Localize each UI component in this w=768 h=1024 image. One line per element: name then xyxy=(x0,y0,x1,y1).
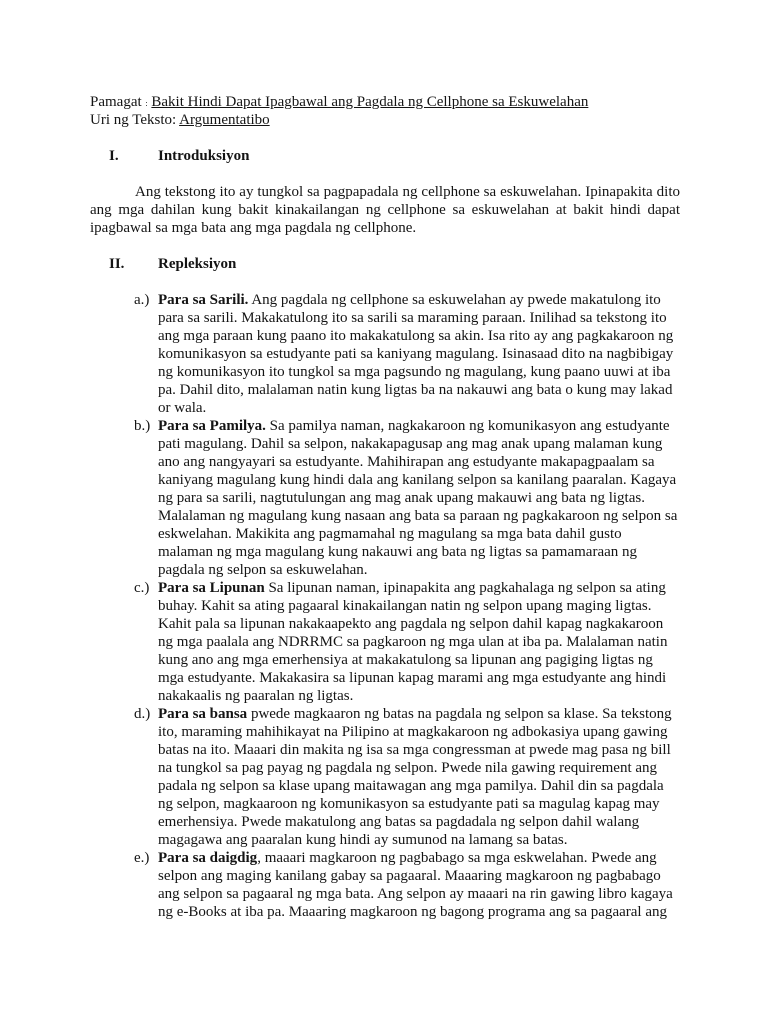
list-marker: d.) xyxy=(134,706,151,722)
list-item-body xyxy=(158,705,680,849)
list-item xyxy=(134,291,680,417)
section-heading: Introduksiyon xyxy=(158,148,250,164)
text-type-label: Uri ng Teksto: xyxy=(90,112,177,128)
section-heading: Repleksiyon xyxy=(158,256,237,272)
list-item-heading: Para sa Lipunan xyxy=(158,580,265,596)
list-item-body xyxy=(158,291,680,417)
list-item-body xyxy=(158,849,680,921)
list-item-text: Sa pamilya naman, nagkakaroon ng komunikasyon ang estudyante pati magulang. Dahil sa selpon, nakakapagusap ang mag anak upang malaman kung ano ang nangyayari sa estudyante. Mahihirapan ang estudyante makapagpaalam sa kaniyang magulang kung hindi dala ang kanilang selpon sa kanilang paaralan. Kagaya ng para sa sarili, nagtutulungan ang mag anak upang makauwi ang bata ng ligtas. Malalaman ng magulang kung nasaan ang bata sa paraan ng pagkakaroon ng selpon sa eskwelahan. Makikita ang pagmamahal ng magulang sa mga bata dahil gusto malaman ng mga magulang kung nakauwi ang bata ng ligtas sa pamamaraan ng pagdala ng selpon sa eskuwelahan. xyxy=(158,418,678,578)
list-item-heading: Para sa daigdig xyxy=(158,850,258,866)
list-item-heading: Para sa Pamilya. xyxy=(158,418,266,434)
list-item-text: , maaari magkaroon ng pagbabago sa mga eskwelahan. Pwede ang selpon ang maging kanilang gabay sa pagaaral. Maaaring magkaroon ng pagbabago ang selpon sa pagaaral ng mga bata. Ang selpon ay maaari na rin gawing libro kagaya ng e-Books at iba pa. Maaaring magkaroon ng bagong programa ang sa pagaaral ang xyxy=(158,850,673,920)
list-marker: c.) xyxy=(134,580,150,596)
list-item xyxy=(134,705,680,849)
list-item xyxy=(134,417,680,579)
list-item-body xyxy=(158,417,680,579)
repleksiyon-list xyxy=(134,291,680,921)
list-marker: e.) xyxy=(134,850,150,866)
list-item xyxy=(134,849,680,921)
section-introduksiyon-heading xyxy=(90,147,680,165)
section-number: II. xyxy=(109,256,125,272)
list-item-text: pwede magkaaron ng batas na pagdala ng selpon sa klase. Sa tekstong ito, maraming mahihikayat na Pilipino at magkakaroon ng adbokasiya upang gawing batas na ito. Maaari din makita ng isa sa mga congressman at pwede mag pasa ng bill na tungkol sa pag payag ng pagdala ng selpon. Pwede nila gawing requirement ang padala ng selpon sa klase upang maitawagan ang mga pamilya. Dahil din sa pagdala ng selpon, magkaaroon ng komunikasyon sa estudyante pati sa magulag kapag may emerhensiya. Pwede makatulong ang batas sa pagdadala ng selpon dahil walang magagawa ang paaralan kung hindi ay sumunod na lamang sa batas. xyxy=(158,706,672,848)
section-number: I. xyxy=(109,148,119,164)
title-row xyxy=(90,93,690,111)
introduksiyon-paragraph: Ang tekstong ito ay tungkol sa pagpapadala ng cellphone sa eskuwelahan. Ipinapakita dito ang mga dahilan kung bakit kinakailangan ng cellphone sa eskuwelahan at bakit hindi dapat ipagbawal sa mga bata ang mga pagdala ng cellphone. xyxy=(90,184,680,236)
section-repleksiyon-heading xyxy=(90,255,680,273)
list-item-text: Ang pagdala ng cellphone sa eskuwelahan ay pwede makatulong ito para sa sarili. Makakatulong ito sa sarili sa maraming paraan. Inilihad sa tekstong ito ang mga paraan kung paano ito makakatulong sa akin. Isa rito ay ang pagkakaroon ng komunikasyon sa estudyante pati sa kaniyang magulang. Isinasaad dito na nagbibigay ng komunikasyon ito tungkol sa mga pagsundo ng magulang, kung paano uuwi at iba pa. Dahil dito, malalaman natin kung ligtas ba na nakauwi ang bata o kung may lakad or wala. xyxy=(158,292,674,416)
text-type-value: Argumentatibo xyxy=(179,112,270,128)
list-item-body xyxy=(158,579,680,705)
document-header xyxy=(90,93,690,129)
list-marker: b.) xyxy=(134,418,151,434)
list-item-heading: Para sa bansa xyxy=(158,706,248,722)
pamagat-label: Pamagat xyxy=(90,94,142,110)
list-marker: a.) xyxy=(134,292,150,308)
document-title: Bakit Hindi Dapat Ipagbawal ang Pagdala ng Cellphone sa Eskuwelahan xyxy=(151,94,589,110)
text-type-row xyxy=(90,111,690,129)
list-item-text: Sa lipunan naman, ipinapakita ang pagkahalaga ng selpon sa ating buhay. Kahit sa ating pagaaral kinakailangan natin ng selpon upang maging ligtas. Kahit pala sa lipunan nakakaapekto ang pagdala ng selpon dahil kapag nagkakaroon ng mga paalala ang NDRRMC sa pagkaroon ng mga ulan at iba pa. Malalaman natin kung ano ang mga emerhensiya at makakatulong sa lipunan ang pagiging ligtas ng mga estudyante. Makakasira sa lipunan kapag marami ang mga estudyante ang hindi nakakaalis ng paaralan ng ligtas. xyxy=(158,580,668,704)
list-item xyxy=(134,579,680,705)
pamagat-colon: : xyxy=(145,99,148,108)
list-item-heading: Para sa Sarili. xyxy=(158,292,249,308)
